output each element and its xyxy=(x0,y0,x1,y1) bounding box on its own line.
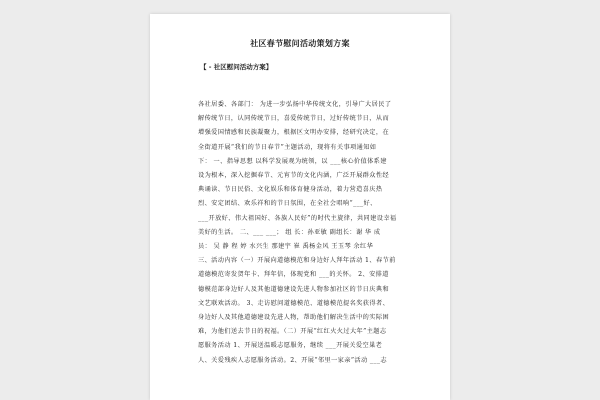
document-body xyxy=(198,98,420,368)
body-line: 设为根本，深入挖掘春节、元宵节的文化内涵，广泛开展群众性经 xyxy=(198,172,390,180)
body-line: 烈、安定团结、欢乐祥和的节日氛围，在全社会唱响“___好、 xyxy=(198,200,377,208)
document-page xyxy=(150,14,450,400)
body-line: 下： 一、指导思想 以科学发展观为统领，以 ___核心价值体系建 xyxy=(198,157,387,165)
body-line: 人、关爱残疾人志愿服务活动。2、开展“邻里一家亲”活动 ___志 xyxy=(198,356,387,364)
document-title: 社区春节慰问活动策划方案 xyxy=(250,38,350,48)
body-line: 各社居委、各部门： 为进一步弘扬中华传统文化，引导广大居民了 xyxy=(198,101,392,108)
body-line: 道德模范寄发贺年卡、拜年信，体现党和 ___的关怀。 2、安排道 xyxy=(198,271,389,279)
body-line: 愿服务活动 1、开展送温暖志愿服务，继续 ___开展关爱空巢老 xyxy=(198,342,383,350)
body-line: 难，为他们送去节日的祝福。（二）开展“红红火火过大年”主题志 xyxy=(198,328,387,336)
body-line: 三、活动内容（一）开展向道德模范和身边好人拜年活动 1、春节前 xyxy=(198,257,396,265)
body-line: 增强爱国情感和民族凝聚力，根据区文明办安排，经研究决定，在 xyxy=(198,129,390,137)
body-line: 德模范部身边好人及其他道德建设先进人物参加社区的节日庆典和 xyxy=(198,285,390,293)
body-line: 典诵读、节日民俗、文化娱乐和体育健身活动，着力营造喜庆热 xyxy=(198,186,383,194)
body-line: 美好的生活。 二、___ ___； 组 长：孙亚敏 副组长：谢 华 成 xyxy=(198,228,381,236)
body-line: 身边好人及其他道德建设先进人物，帮助他们解决生活中的实际困 xyxy=(198,314,390,322)
body-line: ___开放好、伟大祖国好、各族人民好”的时代主旋律，共同建设幸福 xyxy=(198,214,397,222)
body-line: 解传统节日，认同传统节日，喜爱传统节日，过好传统节日，从而 xyxy=(198,115,390,123)
body-line: 员： 吴 静 程 婷 水兴生 那建宇 崔 禹杨金风 王玉琴 余红华 xyxy=(198,243,374,251)
document-subtitle: 【 - 社区慰问活动方案】 xyxy=(200,63,273,71)
body-line: 全街道开展“我们的节日春节”主题活动，现将有关事项通知如 xyxy=(198,143,377,151)
body-line: 文艺联欢活动。 3、走访慰问道德模范、道德模范提名奖获得者、 xyxy=(198,299,390,307)
